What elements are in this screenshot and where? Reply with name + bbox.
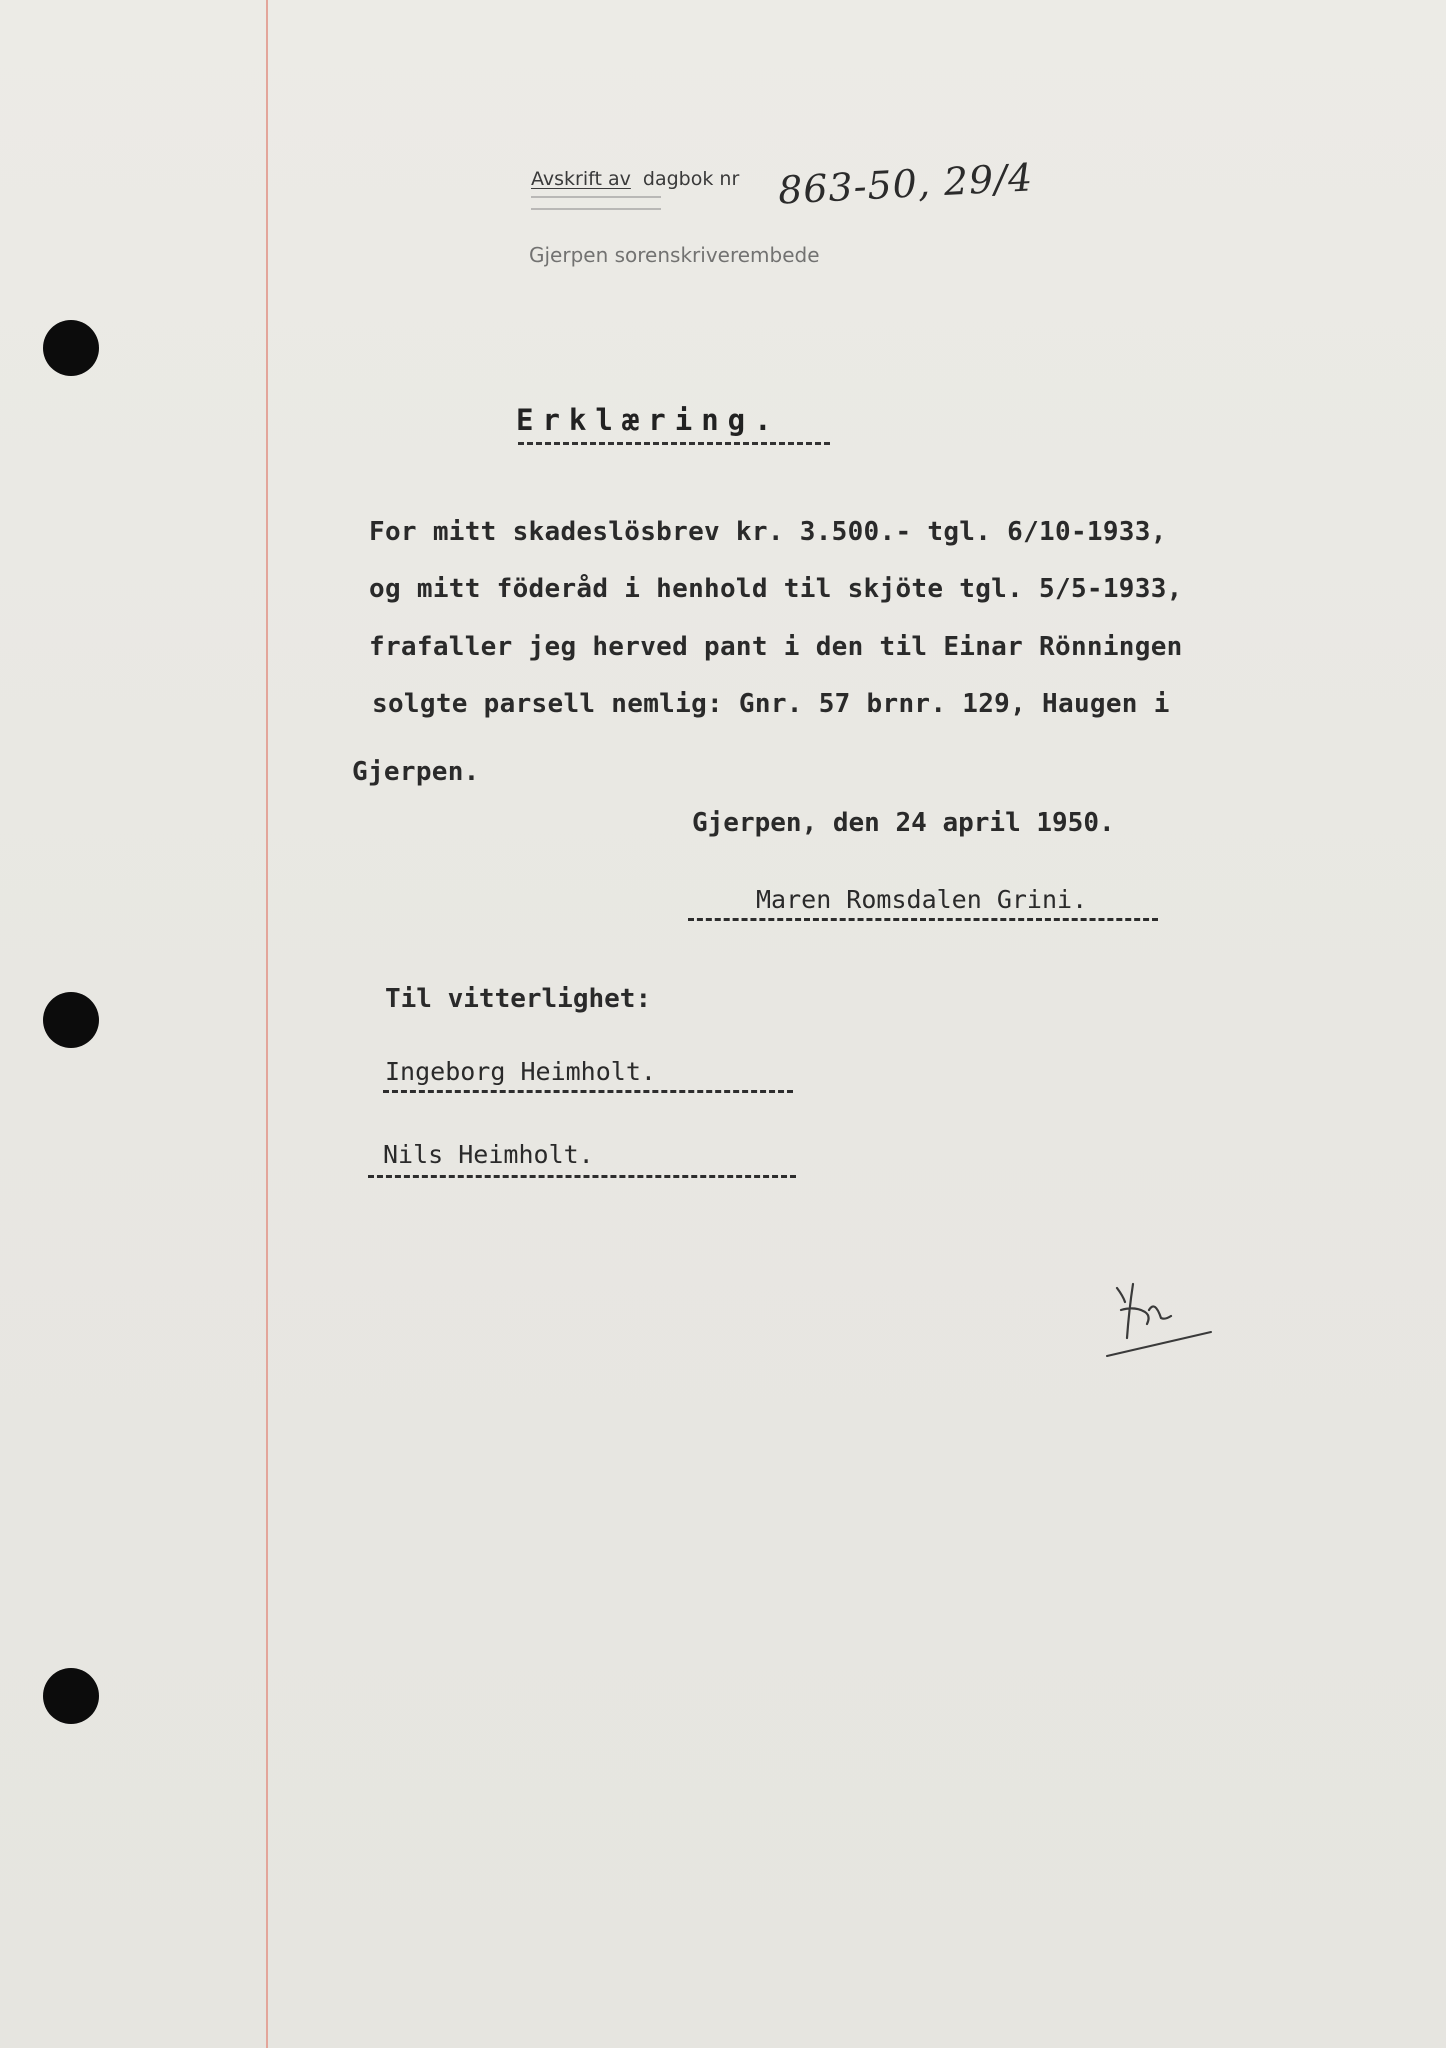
signature-name: Maren Romsdalen Grini. [756, 885, 1088, 914]
crossed-out-stamp-text [531, 196, 661, 210]
witness-signature-rule [383, 1090, 793, 1093]
stamp-header [531, 168, 739, 190]
document-title: Erklæring. [516, 403, 781, 437]
title-underline [518, 442, 830, 445]
witness-label: Til vitterlighet: [385, 984, 652, 1014]
punch-hole-bottom [43, 1668, 99, 1724]
place-and-date: Gjerpen, den 24 april 1950. [692, 808, 1115, 838]
stamp-office: Gjerpen sorenskriverembede [529, 243, 820, 267]
witness-name: Nils Heimholt. [383, 1140, 594, 1169]
handwritten-initials [1105, 1280, 1215, 1360]
handwritten-reference: 863-50, 29/4 [777, 155, 1035, 213]
witness-name: Ingeborg Heimholt. [385, 1057, 656, 1086]
punch-hole-top [43, 320, 99, 376]
stamp-prefix: Avskrift av [531, 168, 631, 190]
punch-hole-middle [43, 992, 99, 1048]
body-line: frafaller jeg herved pant i den til Einar Rönningen [369, 632, 1183, 662]
stamp-dagbok-label: dagbok nr [642, 168, 740, 190]
body-line: og mitt föderåd i henhold til skjöte tgl. 5/5-1933, [369, 574, 1183, 604]
margin-rule [266, 0, 268, 2048]
body-line: Gjerpen. [352, 757, 480, 787]
signature-rule [688, 918, 1158, 921]
body-line: For mitt skadeslösbrev kr. 3.500.- tgl. 6/10-1933, [369, 517, 1167, 547]
witness-signature-rule [368, 1175, 796, 1178]
body-line: solgte parsell nemlig: Gnr. 57 brnr. 129, Haugen i [372, 689, 1170, 719]
